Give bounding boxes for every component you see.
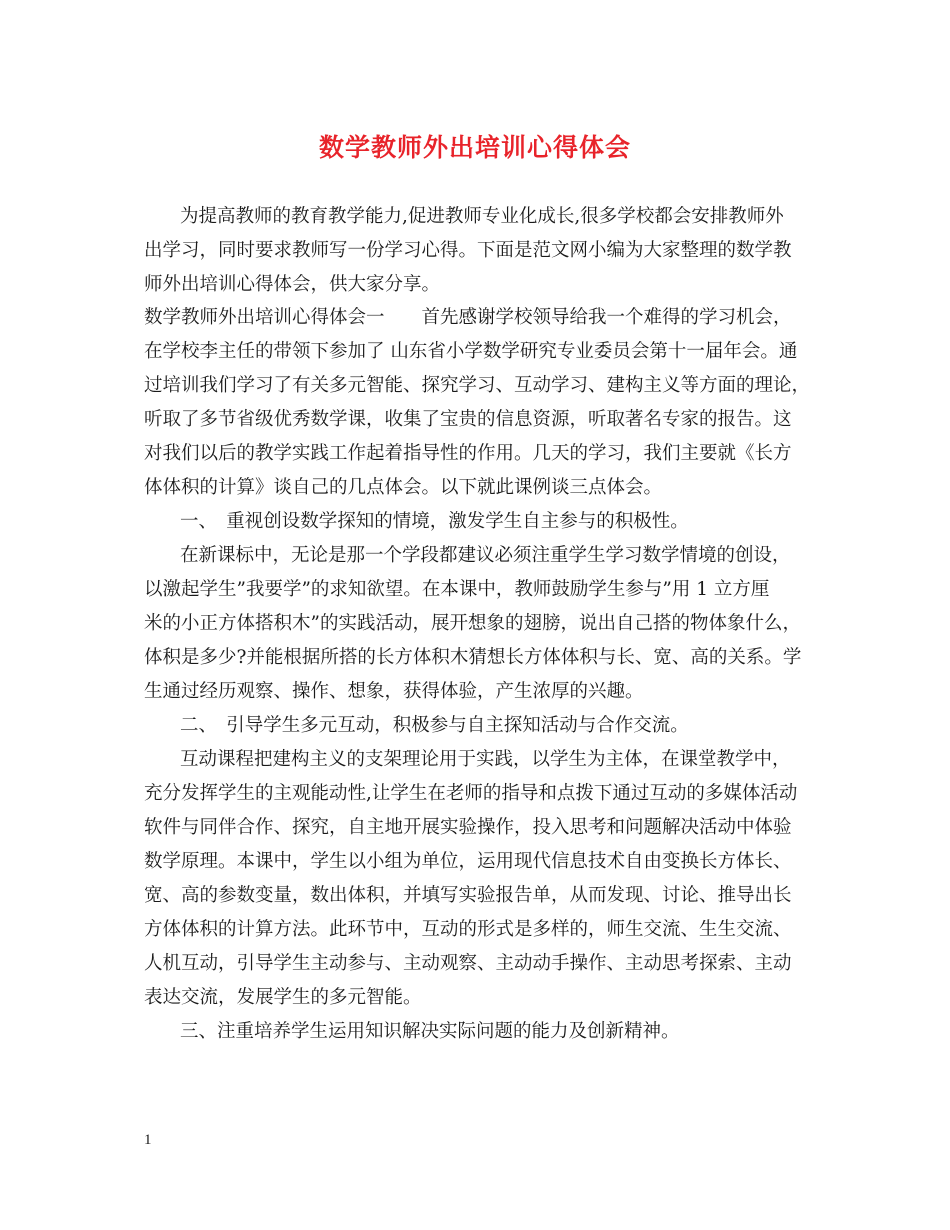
body-line: 表达交流，发展学生的多元智能。 [144, 987, 422, 1008]
body-line: 师外出培训心得体会，供大家分享。 [144, 274, 441, 295]
body-line: 体体积的计算》谈自己的几点体会。以下就此课例谈三点体会。 [144, 477, 663, 498]
body-line: 出学习，同时要求教师写一份学习心得。下面是范文网小编为大家整理的数学教 [144, 240, 792, 261]
body-line: 以激起学生”我要学”的求知欲望。在本课中，教师鼓励学生参与”用 1 立方厘 [144, 579, 770, 600]
body-line: 软件与同伴合作、探究，自主地开展实验操作，投入思考和问题解决活动中体验 [144, 817, 792, 838]
body-line: 听取了多节省级优秀数学课，收集了宝贵的信息资源，听取著名专家的报告。这 [144, 409, 792, 430]
body-line: 在新课标中，无论是那一个学段都建议必须注重学生学习数学情境的创设， [180, 545, 791, 566]
document-title: 数学教师外出培训心得体会 [318, 133, 631, 162]
body-line: 数学教师外出培训心得体会一 首先感谢学校领导给我一个难得的学习机会， [144, 307, 792, 328]
body-line: 在学校李主任的带领下参加了 山东省小学数学研究专业委员会第十一届年会。通 [144, 341, 798, 362]
body-line: 充分发挥学生的主观能动性,让学生在老师的指导和点拨下通过互动的多媒体活动 [144, 783, 798, 804]
body-line: 互动课程把建构主义的支架理论用于实践，以学生为主体，在课堂教学中， [180, 749, 791, 770]
body-line: 米的小正方体搭积木”的实践活动，展开想象的翅膀，说出自己搭的物体象什么， [144, 613, 801, 634]
body-line: 人机互动，引导学生主动参与、主动观察、主动动手操作、主动思考探索、主动 [144, 953, 792, 974]
body-line: 对我们以后的教学实践工作起着指导性的作用。几天的学习，我们主要就《长方 [144, 443, 792, 464]
page-number: 1 [144, 1132, 152, 1148]
section-heading: 三、注重培养学生运用知识解决实际问题的能力及创新精神。 [180, 1021, 680, 1042]
body-line: 数学原理。本课中，学生以小组为单位，运用现代信息技术自由变换长方体长、 [144, 851, 792, 872]
body-line: 宽、高的参数变量，数出体积，并填写实验报告单，从而发现、讨论、推导出长 [144, 885, 792, 906]
section-heading: 一、 重视创设数学探知的情境，激发学生自主参与的积极性。 [180, 511, 689, 532]
section-heading: 二、 引导学生多元互动，积极参与自主探知活动与合作交流。 [180, 715, 689, 736]
body-line: 为提高教师的教育教学能力,促进教师专业化成长,很多学校都会安排教师外 [180, 206, 784, 227]
body-line: 方体体积的计算方法。此环节中，互动的形式是多样的，师生交流、生生交流、 [144, 919, 792, 940]
body-line: 体积是多少?并能根据所搭的长方体积木猜想长方体体积与长、宽、高的关系。学 [144, 647, 802, 668]
body-line: 生通过经历观察、操作、想象，获得体验，产生浓厚的兴趣。 [144, 681, 644, 702]
body-line: 过培训我们学习了有关多元智能、探究学习、互动学习、建构主义等方面的理论， [144, 375, 811, 396]
